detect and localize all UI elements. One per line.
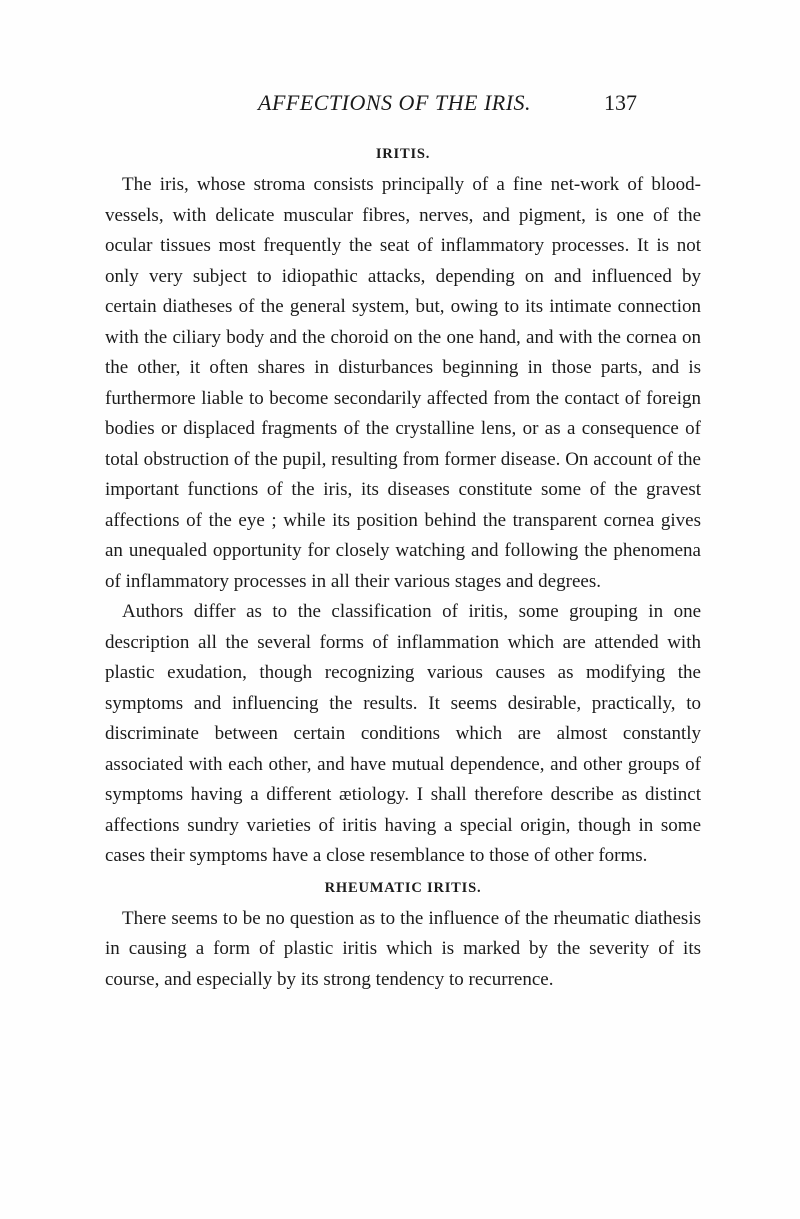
running-head <box>246 90 646 124</box>
paragraph-iris-description: The iris, whose stroma consists principally of a fine net-work of blood-vessels, with delicate muscular fibres, nerves, and pigment, is one of the ocular tissues most frequently the seat of inflammatory processes. It is not only very subject to idiopathic attacks, depending on and influenced by certain diatheses of the general system, but, owing to its intimate connection with the ciliary body and the choroid on the one hand, and with the cornea on the other, it often shares in disturbances beginning in those parts, and is furthermore liable to become secondarily affected from the contact of foreign bodies or displaced fragments of the crystalline lens, or as a consequence of total obstruction of the pupil, resulting from former disease. On account of the important functions of the iris, its diseases constitute some of the gravest affections of the eye ; while its position behind the transparent cornea gives an unequaled opportunity for closely watching and following the phenomena of inflammatory processes in all their various stages and degrees. <box>105 174 701 592</box>
section-heading-rheumatic-iritis: RHEUMATIC IRITIS. <box>324 879 482 896</box>
paragraph-classification: Authors differ as to the classification of iritis, some grouping in one description all the several forms of inflammation which are attended with plastic exudation, though recognizing various causes as modifying the symptoms and influencing the results. It seems desirable, practically, to discriminate between certain conditions which are almost constantly associated with each other, and have mutual dependence, and other groups of symptoms having a different ætiology. I shall therefore describe as distinct affections sundry varieties of iritis having a special origin, though in some cases their symptoms have a close resemblance to those of other forms. <box>105 601 701 866</box>
body-text <box>105 135 701 995</box>
paragraph-rheumatic-diathesis: There seems to be no question as to the influence of the rheumatic diathesis in causing a form of plastic iritis which is marked by the severity of its course, and especially by its strong tendency to recurrence. <box>105 907 701 990</box>
page-number: 137 <box>604 90 637 115</box>
section-heading-iritis: IRITIS. <box>375 146 431 162</box>
running-title: AFFECTIONS OF THE IRIS. <box>258 90 532 115</box>
